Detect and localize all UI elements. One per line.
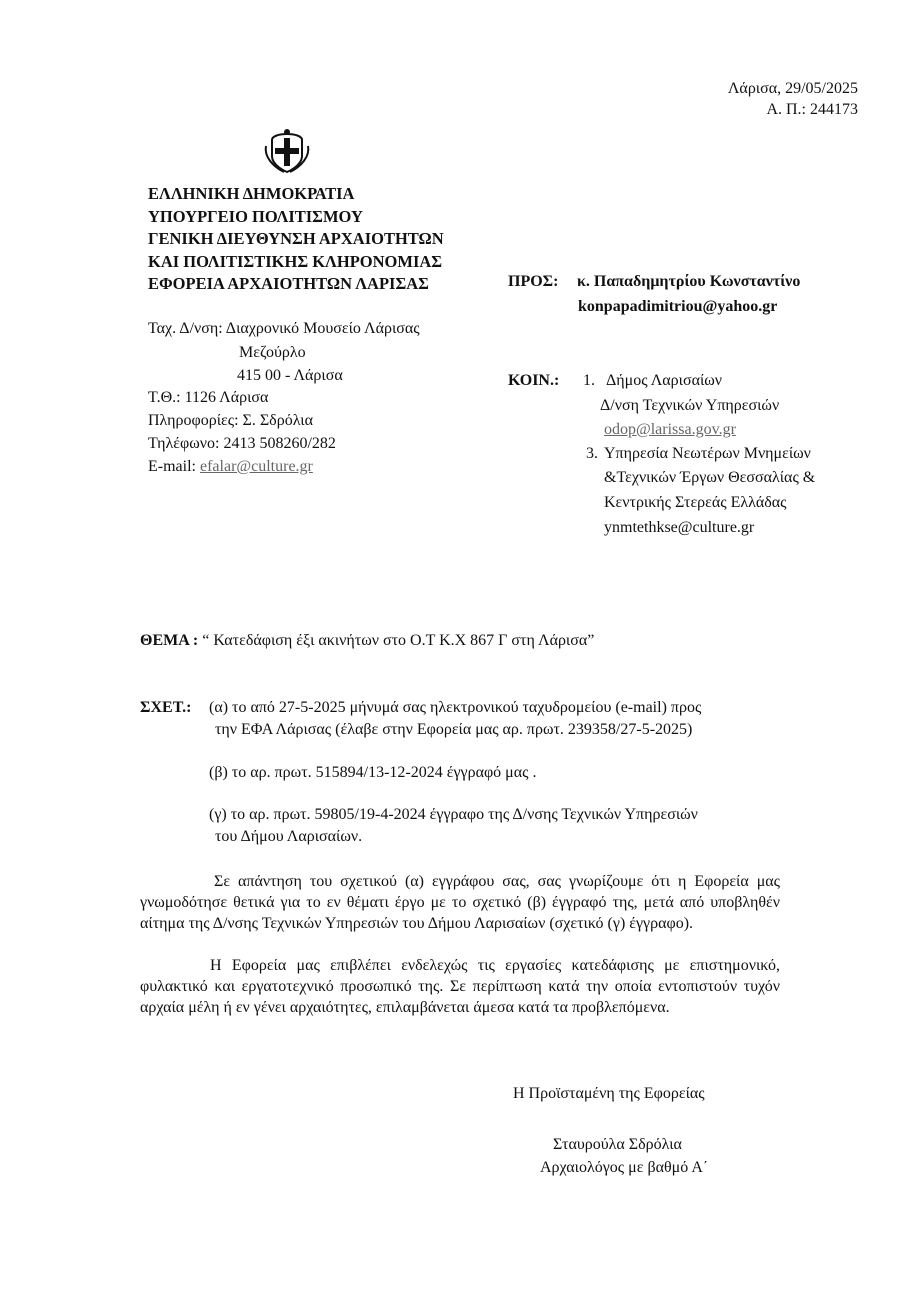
- greek-coat-of-arms-icon: [262, 126, 312, 176]
- address-line-1: Ταχ. Δ/νση: Διαχρονικό Μουσείο Λάρισας: [148, 320, 420, 337]
- cc-item-3-line-2: &Τεχνικών Έργων Θεσσαλίας &: [604, 469, 816, 486]
- subject-label: ΘΕΜΑ :: [140, 632, 199, 649]
- subject-row: [140, 632, 594, 650]
- cc-item-1-line-1: Δήμος Λαρισαίων: [606, 372, 723, 389]
- address-line-3: 415 00 - Λάρισα: [237, 367, 343, 384]
- email-label: E-mail:: [148, 458, 200, 475]
- subject-text: “ Κατεδάφιση έξι ακινήτων στο Ο.Τ Κ.Χ 867 Γ στη Λάρισα”: [198, 632, 595, 649]
- body-paragraph-1: Σε απάντηση του σχετικού (α) εγγράφου σας, σας γνωρίζουμε ότι η Εφορεία μας γνωμοδότησε θετικά για το εν θέματι έργο με το σχετικό (β) έγγραφό της, μετά από υποβληθέν αίτημα της Δ/νσης Τεχνικών Υπηρεσιών του Δήμου Λαρισαίων (σχετικό (γ) έγγραφο).: [140, 873, 780, 932]
- signature-role: Αρχαιολόγος με βαθμό Α΄: [540, 1159, 709, 1176]
- body-paragraph-2: Η Εφορεία μας επιβλέπει ενδελεχώς τις εργασίες κατεδάφισης με επιστημονικό, φυλακτικό και εργατοτεχνικό προσωπικό της. Σε περίπτωση κατά την οποία εντοπιστούν τυχόν αρχαία μέλη ή εν γένει αρχαιότητες, επιλαμβάνεται άμεσα κατά τα προβλεπόμενα.: [140, 957, 780, 1016]
- related-b-line-1: (β) το αρ. πρωτ. 515894/13-12-2024 έγγραφό μας .: [209, 764, 537, 781]
- recipient-name: κ. Παπαδημητρίου Κωνσταντίνο: [577, 273, 801, 290]
- agency-line: ΓΕΝΙΚΗ ΔΙΕΥΘΥΝΣΗ ΑΡΧΑΙΟΤΗΤΩΝ: [148, 229, 444, 248]
- signature-title: Η Προϊσταμένη της Εφορείας: [513, 1085, 705, 1102]
- agency-line: ΥΠΟΥΡΓΕΙΟ ΠΟΛΙΤΙΣΜΟΥ: [148, 206, 363, 226]
- cc-item-3-line-3: Κεντρικής Στερεάς Ελλάδας: [604, 494, 787, 511]
- cc-item-1-number: 1.: [583, 372, 595, 389]
- related-c-line-2: του Δήμου Λαρισαίων.: [215, 828, 363, 845]
- related-c-line-1: (γ) το αρ. πρωτ. 59805/19-4-2024 έγγραφο της Δ/νσης Τεχνικών Υπηρεσιών: [209, 806, 698, 823]
- cc-item-3-number: 3.: [586, 445, 598, 462]
- related-label: ΣΧΕΤ.:: [140, 699, 192, 716]
- agency-email-link[interactable]: efalar@culture.gr: [199, 458, 313, 475]
- cc-item-1-email-link[interactable]: odop@larissa.gov.gr: [604, 421, 736, 438]
- related-a-line-2: την ΕΦΑ Λάρισας (έλαβε στην Εφορεία μας αρ. πρωτ. 239358/27-5-2025): [215, 721, 693, 738]
- contact-info: Πληροφορίες: Σ. Σδρόλια: [148, 412, 313, 429]
- agency-line: ΚΑΙ ΠΟΛΙΤΙΣΤΙΚΗΣ ΚΛΗΡΟΝΟΜΙΑΣ: [148, 251, 443, 271]
- cc-label: ΚΟΙΝ.:: [508, 372, 560, 389]
- recipient-label: ΠΡΟΣ:: [508, 273, 559, 290]
- protocol-number: Α. Π.: 244173: [766, 101, 858, 118]
- recipient-email: konpapadimitriou@yahoo.gr: [578, 298, 778, 315]
- date-line: Λάρισα, 29/05/2025: [727, 80, 858, 97]
- agency-line: ΕΦΟΡΕΙΑ ΑΡΧΑΙΟΤΗΤΩΝ ΛΑΡΙΣΑΣ: [148, 274, 429, 293]
- email-row: [148, 458, 313, 476]
- agency-line: ΕΛΛΗΝΙΚΗ ΔΗΜΟΚΡΑΤΙΑ: [148, 184, 355, 203]
- cc-item-3-email: ynmtethkse@culture.gr: [604, 519, 755, 536]
- cc-item-3-line-1: Υπηρεσία Νεωτέρων Μνημείων: [604, 445, 811, 462]
- address-line-2: Μεζούρλο: [239, 344, 306, 361]
- cc-item-1-line-2: Δ/νση Τεχνικών Υπηρεσιών: [600, 397, 780, 414]
- po-box: Τ.Θ.: 1126 Λάρισα: [148, 389, 269, 406]
- agency-header: [148, 183, 444, 296]
- related-a-line-1: (α) το από 27-5-2025 μήνυμά σας ηλεκτρονικού ταχυδρομείου (e-mail) προς: [209, 699, 702, 716]
- signature-name: Σταυρούλα Σδρόλια: [553, 1136, 682, 1153]
- phone: Τηλέφωνο: 2413 508260/282: [148, 435, 336, 452]
